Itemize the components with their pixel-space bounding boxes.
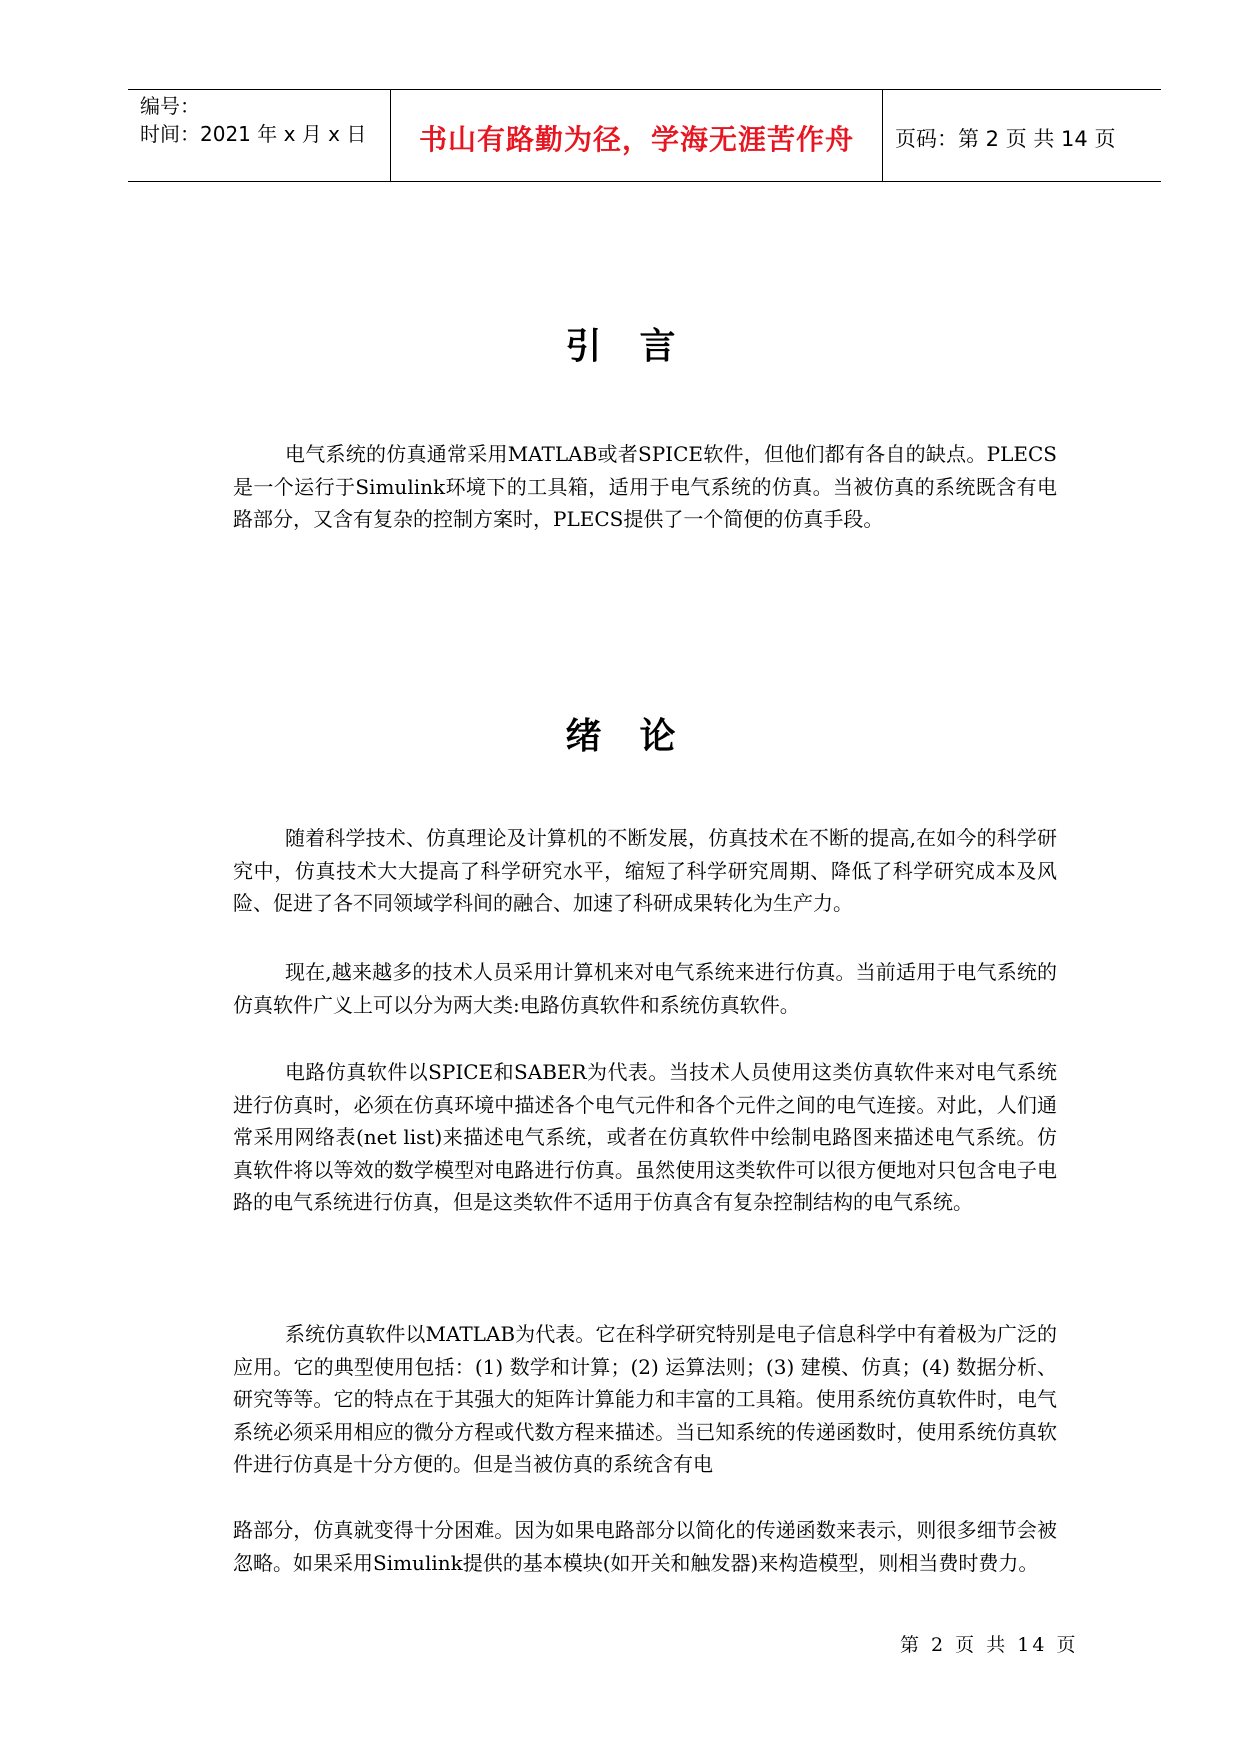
header-motto: 书山有路勤为径，学海无涯苦作舟 — [418, 123, 854, 156]
page-footer: 第 2 页 共 14 页 — [900, 1634, 1079, 1656]
document-time-label: 时间：2021 年 x 月 x 日 — [140, 122, 367, 146]
body-paragraph-4-continued: 路部分，仿真就变得十分困难。因为如果电路部分以简化的传递函数来表示，则很多细节会被忽略。如果采用Simulink提供的基本模块(如开关和触发器)来构造模型，则相当费时费力。 — [233, 1518, 1057, 1575]
body-paragraph-4: 系统仿真软件以MATLAB为代表。它在科学研究特别是电子信息科学中有着极为广泛的应用。它的典型使用包括：(1) 数学和计算；(2) 运算法则；(3) 建模、仿真；(4) 数据分析、研究等等。它的特点在于其强大的矩阵计算能力和丰富的工具箱。使用系统仿真软件时，电气系统必须采用相应的微分方程或代数方程来描述。当已知系统的传递函数时，使用系统仿真软件进行仿真是十分方便的。但是当被仿真的系统含有电 — [233, 1322, 1057, 1476]
header-motto-cell — [391, 90, 883, 181]
page-header — [128, 89, 1161, 182]
header-page-cell — [883, 90, 1161, 181]
document-number-label: 编号： — [140, 94, 200, 118]
section-title-preface: 绪论 — [565, 716, 714, 757]
body-paragraph-3: 电路仿真软件以SPICE和SABER为代表。当技术人员使用这类仿真软件来对电气系统进行仿真时，必须在仿真环境中描述各个电气元件和各个元件之间的电气连接。对此，人们通常采用网络表(net list)来描述电气系统，或者在仿真软件中绘制电路图来描述电气系统。仿真软件将以等效的数学模型对电路进行仿真。虽然使用这类软件可以很方便地对只包含电子电路的电气系统进行仿真，但是这类软件不适用于仿真含有复杂控制结构的电气系统。 — [233, 1060, 1057, 1214]
section-title-introduction: 引言 — [565, 326, 714, 367]
body-paragraph-2: 现在,越来越多的技术人员采用计算机来对电气系统来进行仿真。当前适用于电气系统的仿真软件广义上可以分为两大类:电路仿真软件和系统仿真软件。 — [233, 960, 1057, 1017]
intro-paragraph: 电气系统的仿真通常采用MATLAB或者SPICE软件，但他们都有各自的缺点。PLECS是一个运行于Simulink环境下的工具箱，适用于电气系统的仿真。当被仿真的系统既含有电路部分，又含有复杂的控制方案时，PLECS提供了一个简便的仿真手段。 — [233, 442, 1057, 531]
header-meta-cell — [128, 90, 391, 181]
header-page-number: 页码：第 2 页 共 14 页 — [895, 127, 1116, 151]
body-paragraph-1: 随着科学技术、仿真理论及计算机的不断发展，仿真技术在不断的提高,在如今的科学研究中，仿真技术大大提高了科学研究水平，缩短了科学研究周期、降低了科学研究成本及风险、促进了各不同领域学科间的融合、加速了科研成果转化为生产力。 — [233, 826, 1057, 915]
